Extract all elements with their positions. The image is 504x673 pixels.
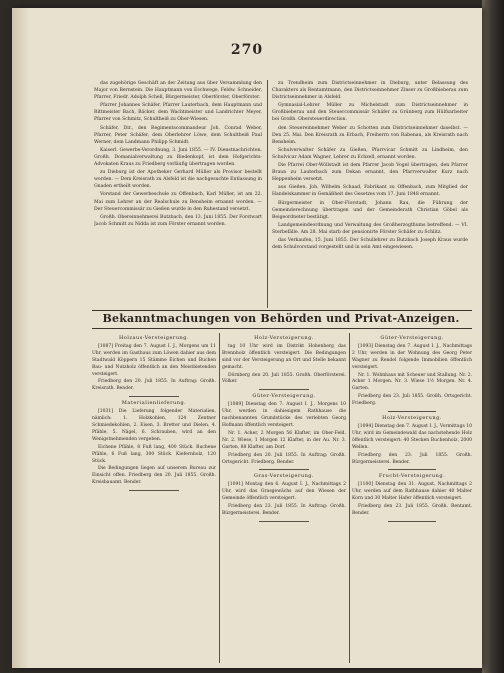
announcement-paragraph: Eichene Pfähle, 8 Fuß lang, 400 Stück. Buchene Pfähle, 6 Fuß lang, 300 Stück. Kiefernholz, 120 Stück.	[92, 444, 216, 464]
announcement-paragraph: [1100] Dienstag den 31. August, Nachmittags 2 Uhr, werden auf dem Rathhause dahier 40 Malter Korn und 30 Malter Hafer öffentlich versteigert.	[352, 482, 472, 502]
announcement-paragraph: Nr. 1. Acker, 2 Morgen 56 Klafter, im Ober-Feld. Nr. 2. Wiese, 1 Morgen 12 Klafter, in der Au. Nr. 3. Garten, 88 Klafter, am Dorf.	[222, 430, 346, 450]
announcement-paragraph: [1093] Dienstag den 7. August I. J., Nachmittags 2 Uhr, werden in der Wohnung des Georg Peter Wagner zu Rendel folgende Immobilien öffentlich versteigert.	[352, 343, 472, 370]
article-paragraph: das Verkaufen, 15. Juni 1855. Der Schullehrer zu Butzbach Joseph Kraus wurde dem Schulvorstand vorgestellt und in sein Amt eingewiesen.	[272, 237, 468, 251]
announcement-paragraph: Nr. 1. Wohnhaus mit Scheuer und Stallung. Nr. 2. Acker 1 Morgen. Nr. 3. Wiese 1½ Morgen. Nr. 4. Garten.	[352, 372, 472, 392]
article-paragraph: Großh. Obereinnehmerei Butzbach, den 13. Juni 1855. Der Forstwart Jacob Schmitt zu Nidda ist zum Förster ernannt worden.	[94, 214, 262, 227]
announcements-banner: Bekanntmachungen von Behörden und Privat-Anzeigen.	[102, 312, 460, 325]
announcement-paragraph: Friedberg den 23. Juli 1855. Großh. Ortsgericht. Friedberg.	[352, 394, 472, 407]
announcement-separator	[388, 411, 436, 412]
announcement-paragraph: Friedberg den 23. Juli 1855. Großh. Rentamt. Bender.	[352, 504, 472, 516]
article-paragraph: Pfarrer Johannes Schäfer, Pfarrer Lauterbach, dem Hauptmann und Rittmeister Bach, Bäcker, dem Wachtmeister und Landrichter Meyer, Pfarrer von Schmitz, Schultheiß zu Ober-Wiesen.	[94, 103, 262, 123]
announcements-column-2	[222, 333, 346, 663]
article-paragraph: Landgemeindeordnung und Verwaltung des Großherzogthums betreffend. — VI. Sterbefälle. Am 28. Mai starb der pensionirte Förster Schäfer zu Schlitz.	[272, 222, 468, 235]
page-number: 270	[230, 42, 264, 58]
article-paragraph: Bürgermeister in Ober-Florstadt, Johann Rau, die Führung der Gemeinderechnung übertragen und der Gemeinderath Christian Göbel als Beigeordneter bestätigt.	[272, 200, 468, 220]
announcement-paragraph: Friedberg den 23. Juli 1855. Großh. Bürgermeisterei. Bender.	[352, 452, 472, 465]
announcement-separator	[129, 396, 179, 397]
announcement-separator	[259, 469, 309, 470]
top-right-column	[272, 80, 468, 308]
article-paragraph: Schulverwalter Schäfer zu Gießen, Pfarrvicar Schmitt zu Lindheim, den Schulvicar Adam Wagner, Lehrer zu Echzell, ernannt worden.	[272, 147, 468, 160]
article-paragraph: zu Dieburg ist der Apotheker Gerhard Müller als Provisor bestellt worden. — Dem Kreisrath zu Alsfeld ist die nachgesuchte Entlassung in Gnaden ertheilt worden.	[94, 170, 262, 190]
book-spine	[482, 0, 504, 673]
announcement-heading: Gras-Versteigerung.	[253, 473, 315, 480]
section-rule	[92, 310, 472, 311]
column-divider	[349, 333, 350, 663]
announcements-column-3	[352, 333, 472, 663]
announcements-column-1	[92, 333, 216, 663]
announcement-paragraph: Dörnberg den 20. Juli 1855. Großh. Oberförsterei. Völker.	[222, 372, 346, 385]
announcement-paragraph: [1089] Dienstag den 7. August I. J., Morgens 10 Uhr, werden in dahiesigem Rathhause die nachbenannten Grundstücke des verlebten Georg Hofmann öffentlich versteigert.	[222, 402, 346, 428]
announcement-heading: Frucht-Versteigerung.	[378, 473, 446, 480]
article-paragraph: aus Gießen, Joh. Wilhelm Schaad, Fabrikant zu Offenbach, zum Mitglied der Handelskammer in Gemäßheit des Gesetzes vom 17. Juni 1848 ernannt.	[272, 185, 468, 198]
section-rule	[92, 328, 472, 329]
announcement-paragraph: [1031] Die Lieferung folgender Materialien, nämlich: 1. Holzkohlen, 124 Zentner Schmiedekohlen, 2. Eisen, 3. Bretter und Dielen, 4. Pfähle, 5. Nägel, 6. Schrauben, wird an den Wenigstnehmenden vergeben.	[92, 409, 216, 442]
column-divider	[219, 333, 220, 663]
announcement-separator	[259, 389, 309, 390]
article-paragraph: zu Trendheim zum Districtseinnehmer in Dieburg, unter Belassung des Charakters als Rentamtmann, den Districtseinnehmer Zinser zu Großbieberau zum Districtseinnehmer in Alsfeld.	[272, 81, 468, 101]
announcement-paragraph: [1087] Freitag den 7. August I. J., Morgens um 11 Uhr, werden im Gasthaus zum Löwen dahier aus dem Stadtwald Köppern 15 Stämme Eichen und Buchen Bau- und Nutzholz öffentlich an den Meistbietenden versteigert.	[92, 343, 216, 377]
announcement-heading: Holz-Versteigerung.	[254, 335, 314, 341]
newspaper-page	[12, 8, 482, 668]
announcement-separator	[259, 521, 309, 522]
announcement-paragraph: Friedberg den 20. Juli 1855. In Auftrag: Großh. Kreisrath. Bender.	[92, 379, 216, 392]
announcement-heading: Holz-Versteigerung.	[382, 415, 442, 422]
column-divider	[267, 80, 268, 308]
article-paragraph: das zugehörige Geschäft an der Zeitung aus über Versammlung den Major von Bernstein. Die Hauptmann von Eschwege, Feldw. Schneider, Pfarrer, Friedr. Adolph Schell, Bürgermeister, Oberförster, Oberförster.	[94, 81, 262, 101]
article-paragraph: Vorstand der Gewerbeschule zu Offenbach, Karl Müller, ist am 22. Mai zum Lehrer an der Realschule zu Bensheim ernannt worden. — Der Steuercommissär zu Gießen wurde in den Ruhestand versetzt.	[94, 192, 262, 212]
announcement-paragraph: Friedberg den 20. Juli 1855. In Auftrag: Großh. Ortsgericht. Friedberg. Bender.	[222, 452, 346, 465]
article-paragraph: den Steuereinnehmer Weber zu Schotten zum Districtseinnehmer daselbst. — Den 25. Mai. Den Kreisrath zu Erbach, Freiherrn von Rabenau, als Kreisrath nach Bensheim.	[272, 125, 468, 145]
announcement-paragraph: Friedberg den 23. Juli 1855. In Auftrag: Großh. Bürgermeisterei. Bender.	[222, 504, 346, 516]
page-gutter-shade	[12, 8, 30, 668]
announcement-paragraph: [1091] Montag den 6. August I. J., Nachmittags 2 Uhr, wird das Grasgewächs auf den Wiesen der Gemeinde öffentlich versteigert.	[222, 482, 346, 502]
article-paragraph: Die Pfarrei Ober-Wöllstadt ist dem Pfarrer Jacob Vogel übertragen, den Pfarrer Braun zu Lauterbach zum Dekan ernannt, den Pfarrverwalter Kurz nach Heppenheim versetzt.	[272, 163, 468, 183]
article-paragraph: Gymnasial-Lehrer Müller zu Michelstadt zum Districtseinnehmer in Großbieberau und den Steuercommissär Schäfer zu Grünberg zum Hülfsarbeiter bei Großh. Obersteuerdirection.	[272, 103, 468, 123]
article-paragraph: Kaiserl. Gewerbe-Verordnung, 3. Juni 1855. — IV. Dienstnachrichten. Großh. Domanialverwaltung zu Biedenkopf, ist dem Hofgerichts-Advokaten Kraus zu Friedberg vorläufig übertragen worden.	[94, 147, 262, 168]
announcement-paragraph: [1094] Dienstag den 7. August I. J., Vormittags 10 Uhr, wird im Gemeindewald das nachstehende Holz öffentlich versteigert: 40 Stecken Buchenholz, 2000 Wellen.	[352, 423, 472, 450]
announcement-separator	[388, 521, 436, 522]
announcement-heading: Güter-Versteigerung.	[252, 393, 316, 400]
announcement-heading: Güter-Versteigerung.	[380, 335, 444, 341]
announcement-separator	[388, 469, 436, 470]
announcement-heading: Materialienlieferung.	[121, 400, 187, 407]
top-left-column	[94, 80, 262, 308]
announcement-paragraph: Die Bedingungen liegen auf unserem Bureau zur Einsicht offen. Friedberg den 20. Juli 1855. Großh. Kreisbauamt. Bender.	[92, 466, 216, 486]
announcement-separator	[129, 490, 179, 491]
article-paragraph: Schäfer, Dir., den Regimentscommandeur Joh. Conrad Weber, Pfarrer, Peter Schäfer, dem Oberlehrer Löwe, dem Schultheiß Paul Werner, dem Landmann Philipp Schmidt.	[94, 125, 262, 145]
announcement-paragraph: tag 10 Uhr wird im Distrikt Hohenberg das Brennholz öffentlich versteigert. Die Bedingungen sind vor der Versteigerung an Ort und Stelle bekannt gemacht.	[222, 343, 346, 370]
announcement-heading: Holzaus-Versteigerung.	[118, 335, 190, 341]
